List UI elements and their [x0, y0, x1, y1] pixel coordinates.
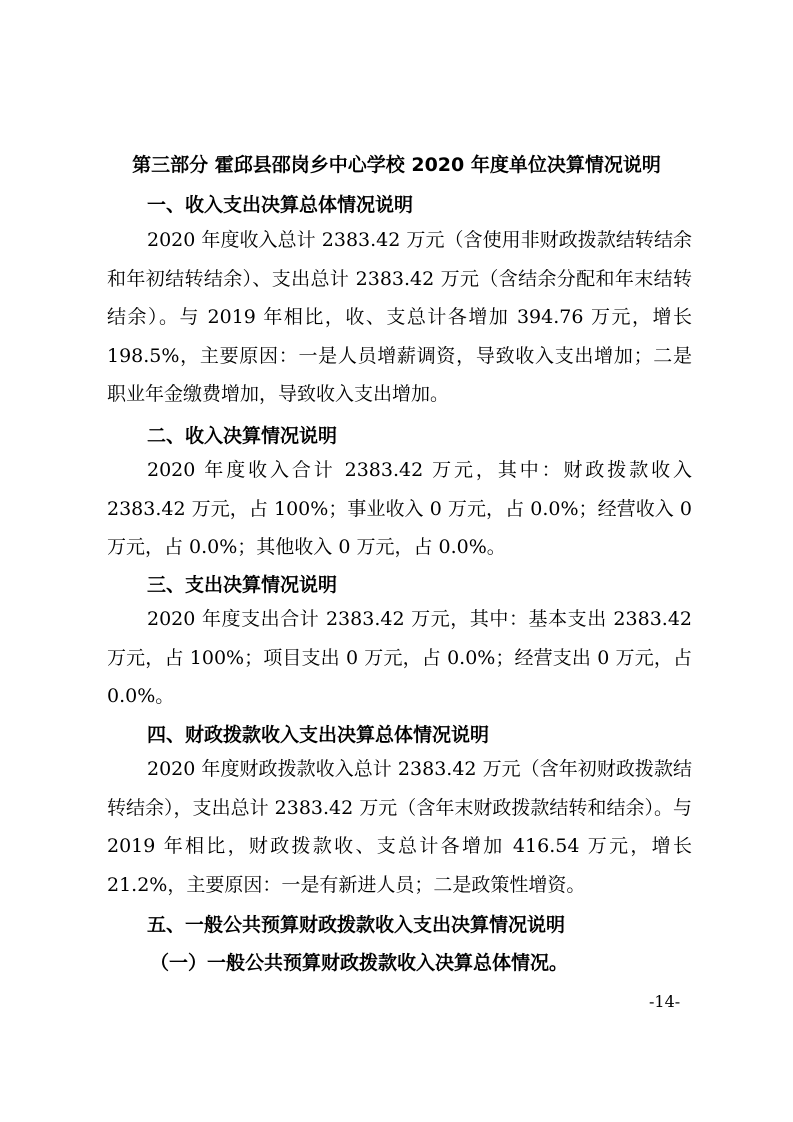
section-paragraph-4: 2020 年度财政拨款收入总计 2383.42 万元（含年初财政拨款结转结余），支出总计 2383.42 万元（含年末财政拨款结转和结余）。与 2019 年相比，财政拨款收、支总计各增加 416.54 万元，增长 21.2%，主要原因：一是有新进人员；二是政策性增资。 [107, 758, 692, 896]
section-heading-2: 二、收入决算情况说明 [147, 425, 338, 447]
section-paragraph-2: 2020 年度收入合计 2383.42 万元，其中：财政拨款收入 2383.42 万元，占 100%；事业收入 0 万元，占 0.0%；经营收入 0 万元，占 0.0%；其他收入 0 万元，占 0.0%。 [107, 459, 692, 559]
section-heading-4: 四、财政拨款收入支出决算总体情况说明 [147, 724, 490, 746]
section-heading-3: 三、支出决算情况说明 [147, 574, 338, 596]
page-number: -14- [649, 992, 681, 1011]
section-paragraph-3: 2020 年度支出合计 2383.42 万元，其中：基本支出 2383.42 万元，占 100%；项目支出 0 万元，占 0.0%；经营支出 0 万元，占 0.0%。 [107, 608, 692, 708]
section-heading-1: 一、收入支出决算总体情况说明 [147, 194, 414, 216]
section-paragraph-1: 2020 年度收入总计 2383.42 万元（含使用非财政拨款结转结余和年初结转结余）、支出总计 2383.42 万元（含结余分配和年末结转结余）。与 2019 年相比，收、支总计各增加 394.76 万元，增长 198.5%，主要原因：一是人员增薪调资，导致收入支出增加；二是职业年金缴费增加，导致收入支出增加。 [107, 229, 692, 406]
document-title: 第三部分 霍邱县邵岗乡中心学校 2020 年度单位决算情况说明 [132, 154, 661, 176]
section-heading-5: 五、一般公共预算财政拨款收入支出决算情况说明 [147, 914, 566, 936]
subsection-heading-1: （一）一般公共预算财政拨款收入决算总体情况。 [150, 952, 569, 974]
